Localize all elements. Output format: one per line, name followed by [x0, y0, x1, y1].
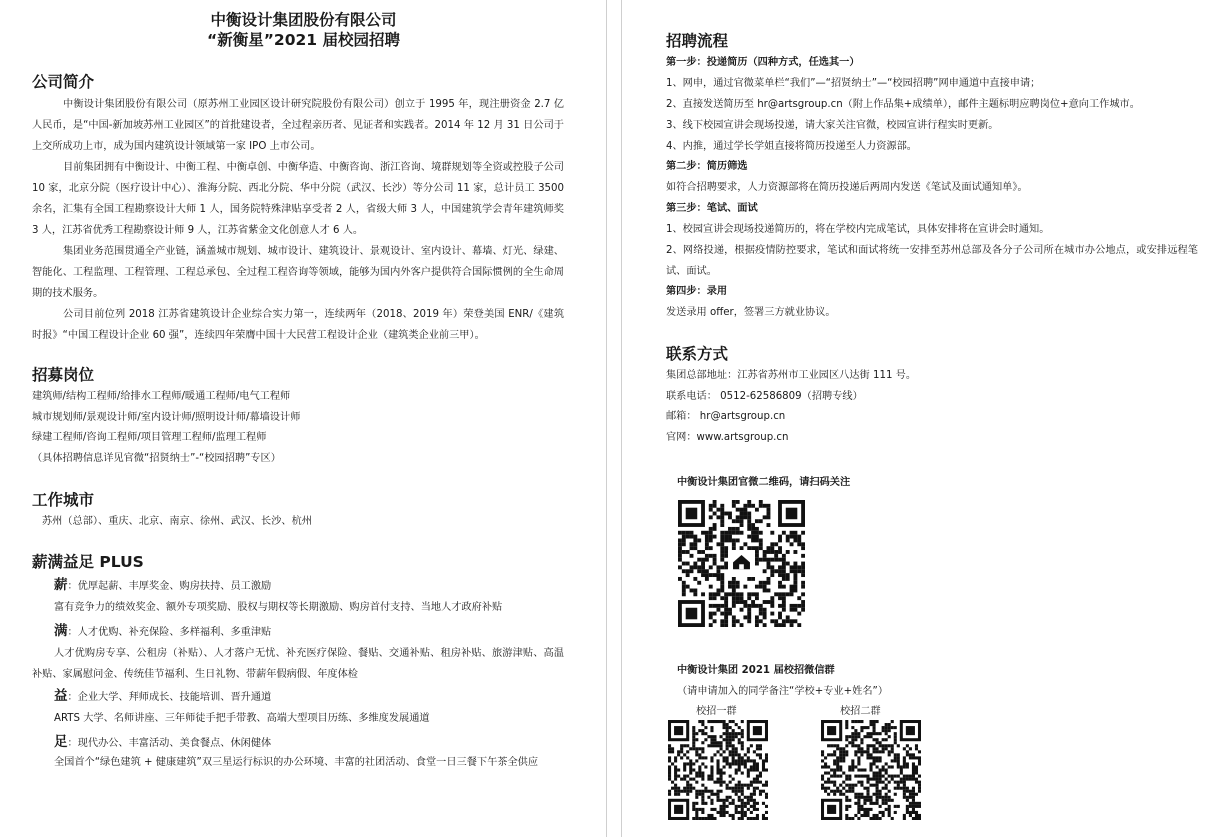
benefits-heading: 薪满益足 PLUS: [32, 553, 144, 571]
intro-paragraph-4: 公司目前位列 2018 江苏省建筑设计企业综合实力第一，连续两年（2018、2019 年）荣登美国 ENR/《建筑时报》“中国工程设计企业 60 强”，连续四年荣膺中国十大民营工程设计企业（建筑类企业前三甲）。: [32, 309, 565, 341]
benefit-summary-welfare: 满：人才优购、补充保险、多样福利、多重津贴: [54, 623, 272, 639]
benefit-detail-salary: 富有竞争力的绩效奖金、额外专项奖励、股权与期权等长期激励、购房首付支持、当地人才政府补贴: [54, 602, 503, 613]
document-title-line1: 中衡设计集团股份有限公司: [210, 11, 397, 29]
document-title-line2: “新衡星”2021 届校园招聘: [207, 31, 400, 49]
intro-paragraph-1: 中衡设计集团股份有限公司（原苏州工业园区设计研究院股份有限公司）创立于 1995 年，现注册资金 2.7 亿人民币，是“中国-新加坡苏州工业园区”的首批建设者，全过程亲历者、见证者和实践者。2014 年 12 月 31 日公司于上交所成功上市，成为国内建筑设计领域第一家 IPO 上市公司。: [32, 99, 564, 152]
process-step3-item: 2、网络投递，根据疫情防控要求，笔试和面试将统一安排至苏州总部及各分子公司所在城市办公地点，或安排远程笔试、面试。: [666, 245, 1198, 277]
process-step1-item: 2、直接发送简历至 hr@artsgroup.cn（附上作品集+成绩单），邮件主题标明应聘岗位+意向工作城市。: [666, 99, 1140, 110]
cities-heading: 工作城市: [32, 491, 95, 509]
wechat-group2-qr-code: [821, 720, 921, 820]
contact-email: 邮箱： hr@artsgroup.cn: [666, 411, 786, 422]
process-step1-item: 3、线下校园宣讲会现场投递，请大家关注官微，校园宣讲行程实时更新。: [666, 120, 999, 131]
cities-text: 苏州（总部）、重庆、北京、南京、徐州、武汉、长沙、杭州: [42, 516, 312, 527]
positions-note: （具体招聘信息详见官微“招贤纳士”-“校园招聘”专区）: [32, 453, 281, 464]
benefit-detail-welfare: 人才优购房专享、公租房（补贴）、人才落户无忧、补充医疗保险、餐贴、交通补贴、租房补贴、旅游津贴、高温补贴、家属慰问金、传统佳节福利、生日礼物、带薪年假病假、年度体检: [32, 648, 564, 680]
benefit-detail-growth: ARTS 大学、名师讲座、三年师徒手把手带教、高端大型项目历练、多维度发展通道: [54, 713, 430, 724]
process-step3-title: 第三步：笔试、面试: [666, 203, 758, 214]
benefit-summary-growth: 益：企业大学、拜师成长、技能培训、晋升通道: [54, 688, 272, 704]
process-step4-item: 发送录用 offer，签署三方就业协议。: [666, 307, 836, 318]
positions-line: 建筑师/结构工程师/给排水工程师/暖通工程师/电气工程师: [32, 391, 291, 402]
wechat-group1-qr-code: [668, 720, 768, 820]
contact-phone: 联系电话： 0512-62586809（招聘专线）: [666, 391, 863, 402]
official-account-qr-code: [678, 500, 805, 627]
intro-paragraph-3: 集团业务范围贯通全产业链，涵盖城市规划、城市设计、建筑设计、景观设计、室内设计、幕墙、灯光、绿建、智能化、工程监理、工程管理、工程总承包、全过程工程咨询等领域，能够为国内外客户提供符合国际惯例的全生命周期的技术服务。: [32, 246, 564, 299]
official-qr-caption: 中衡设计集团官微二维码，请扫码关注: [677, 477, 851, 488]
contact-address: 集团总部地址：江苏省苏州市工业园区八达街 111 号。: [666, 370, 917, 381]
process-step1-item: 1、网申，通过官微菜单栏“我们”—“招贤纳士”—“校园招聘”网申通道中直接申请；: [666, 78, 1041, 89]
positions-heading: 招募岗位: [32, 366, 95, 384]
positions-line: 绿建工程师/咨询工程师/项目管理工程师/监理工程师: [32, 432, 267, 443]
contact-website: 官网：www.artsgroup.cn: [666, 432, 789, 443]
intro-paragraph-2: 目前集团拥有中衡设计、中衡工程、中衡卓创、中衡华造、中衡咨询、浙江咨询、境群规划等全资或控股子公司 10 家，北京分院（医疗设计中心）、淮海分院、西北分院、华中分院（武汉、长沙）等分公司 11 家，总计员工 3500 余名，汇集有全国工程勘察设计大师 1 人，国务院特殊津贴享受者 2 人，省级大师 3 人，中国建筑学会青年建筑师奖 3 人，江苏省优秀工程勘察设计师 9 人，江苏省紫金文化创意人才 6 人。: [32, 162, 564, 236]
left-page: [0, 0, 607, 837]
contact-heading: 联系方式: [666, 345, 729, 363]
benefit-summary-salary: 薪：优厚起薪、丰厚奖金、购房扶持、员工激励: [54, 577, 272, 593]
positions-line: 城市规划师/景观设计师/室内设计师/照明设计师/幕墙设计师: [32, 412, 301, 423]
group2-label: 校招二群: [840, 706, 881, 717]
process-heading: 招聘流程: [666, 32, 729, 50]
process-step4-title: 第四步：录用: [666, 286, 728, 297]
benefit-summary-life: 足：现代办公、丰富活动、美食餐点、休闲健体: [54, 734, 272, 750]
group-qr-caption: 中衡设计集团 2021 届校招微信群: [677, 665, 835, 676]
process-step3-item: 1、校园宣讲会现场投递简历的，将在学校内完成笔试，具体安排将在宣讲会时通知。: [666, 224, 1050, 235]
process-step2-title: 第二步：简历筛选: [666, 161, 748, 172]
intro-heading: 公司简介: [32, 73, 95, 91]
process-step1-item: 4、内推，通过学长学姐直接将简历投递至人力资源部。: [666, 141, 917, 152]
right-page: [621, 0, 1229, 837]
process-step2-item: 如符合招聘要求，人力资源部将在简历投递后两周内发送《笔试及面试通知单》。: [666, 182, 1028, 193]
group-qr-note: （请申请加入的同学备注“学校+专业+姓名”）: [677, 686, 889, 697]
process-step1-title: 第一步：投递简历（四种方式，任选其一）: [666, 57, 860, 68]
group1-label: 校招一群: [696, 706, 737, 717]
benefit-detail-life: 全国首个“绿色建筑 + 健康建筑”双三星运行标识的办公环境、丰富的社团活动、食堂一日三餐下午茶全供应: [54, 757, 539, 768]
page-gutter: [607, 0, 621, 837]
